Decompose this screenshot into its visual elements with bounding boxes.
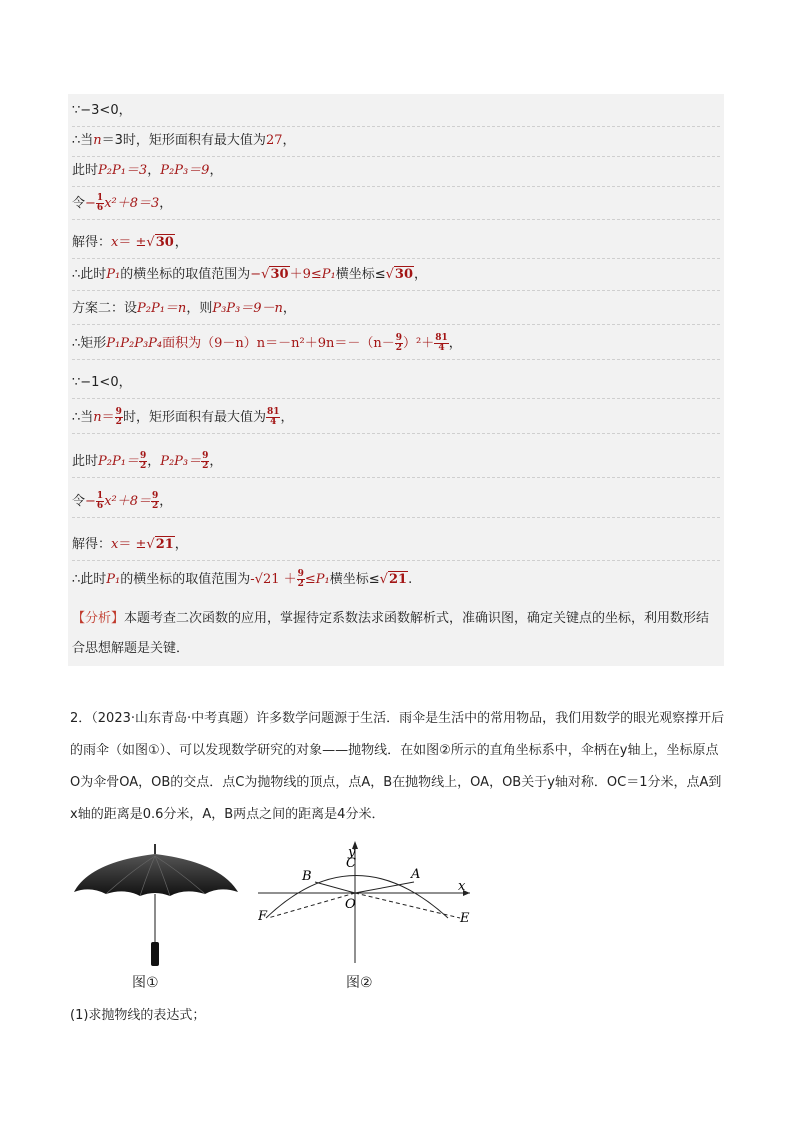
solution-line-8: ∴矩形P₁P₂P₃P₄面积为（9－n）n＝－n²＋9n＝－（n－ $\frac{9}{2}$ ）²＋ $\frac{81}{4}$ ， xyxy=(72,334,720,360)
solution-line-14: ∴此时P₁的横坐标的取值范围为-√21 ＋ $\frac{9}{2}$ ≤P₁横坐标≤√21. xyxy=(72,569,413,589)
figures xyxy=(70,838,490,998)
label-A: A xyxy=(411,867,421,882)
label-B: B xyxy=(302,869,312,884)
fig1-caption: 图① xyxy=(132,975,159,991)
umbrella-figure xyxy=(70,842,250,972)
solution-line-10: ∴当n＝ $\frac{9}{2}$ 时，矩形面积有最大值为 $\frac{81}{4}$ ， xyxy=(72,408,720,434)
label-F: F xyxy=(258,909,268,924)
solution-line-12: 令− $\frac{1}{6}$ x²＋8＝ $\frac{9}{2}$ ， xyxy=(72,492,720,518)
solution-line-6: ∴此时P₁的横坐标的取值范围为−√30＋9≤P₁横坐标≤√30， xyxy=(72,266,720,291)
analysis-tag: 【分析】 xyxy=(72,611,125,626)
solution-line-13: 解得：x＝ ±√21， xyxy=(72,536,720,561)
fig2-caption: 图② xyxy=(346,975,373,991)
label-x: x xyxy=(458,879,466,894)
solution-line-9: ∵−1<0， xyxy=(72,374,720,399)
solution-line-4: 令− $\frac{1}{6}$ x²＋8＝3， xyxy=(72,194,720,220)
solution-line-3: 此时P₂P₁＝3，P₂P₃＝9， xyxy=(72,162,720,187)
analysis-text: 本题考查二次函数的应用，掌握待定系数法求函数解析式，准确识图，确定关键点的坐标，利用数形结合思想解题是关键． xyxy=(72,611,710,656)
solution-box xyxy=(68,94,724,666)
label-E: E xyxy=(460,911,470,926)
solution-line-2: ∴当n＝3时，矩形面积有最大值为27， xyxy=(72,132,720,157)
solution-line-11: 此时P₂P₁＝ $\frac{9}{2}$ ，P₂P₃＝ $\frac{9}{2}$ ， xyxy=(72,452,720,478)
solution-line-5: 解得：x＝ ±√30， xyxy=(72,234,720,259)
label-y: y xyxy=(348,845,356,860)
label-C: C xyxy=(346,856,356,871)
label-O: O xyxy=(345,897,356,912)
question-text: 2．（2023·山东青岛·中考真题）许多数学问题源于生活．雨伞是生活中的常用物品，我们用数学的眼光观察撑开后的雨伞（如图①）、可以发现数学研究的对象——抛物线．在如图②所示的直角坐标系中，伞柄在y轴上，坐标原点O为伞骨OA，OB的交点．点C为抛物线的顶点，点A，B在抛物线上，OA，OB关于y轴对称．OC＝1分米，点A到x轴的距离是0.6分米，A，B两点之间的距离是4分米． xyxy=(70,711,725,822)
analysis xyxy=(72,604,720,664)
solution-line-7: 方案二：设P₂P₁＝n，则P₃P₃＝9－n， xyxy=(72,300,720,325)
solution-line-1: ∵−3<0， xyxy=(72,102,720,127)
parabola-figure xyxy=(258,838,483,968)
subquestion-1: (1)求抛物线的表达式； xyxy=(70,1008,206,1023)
